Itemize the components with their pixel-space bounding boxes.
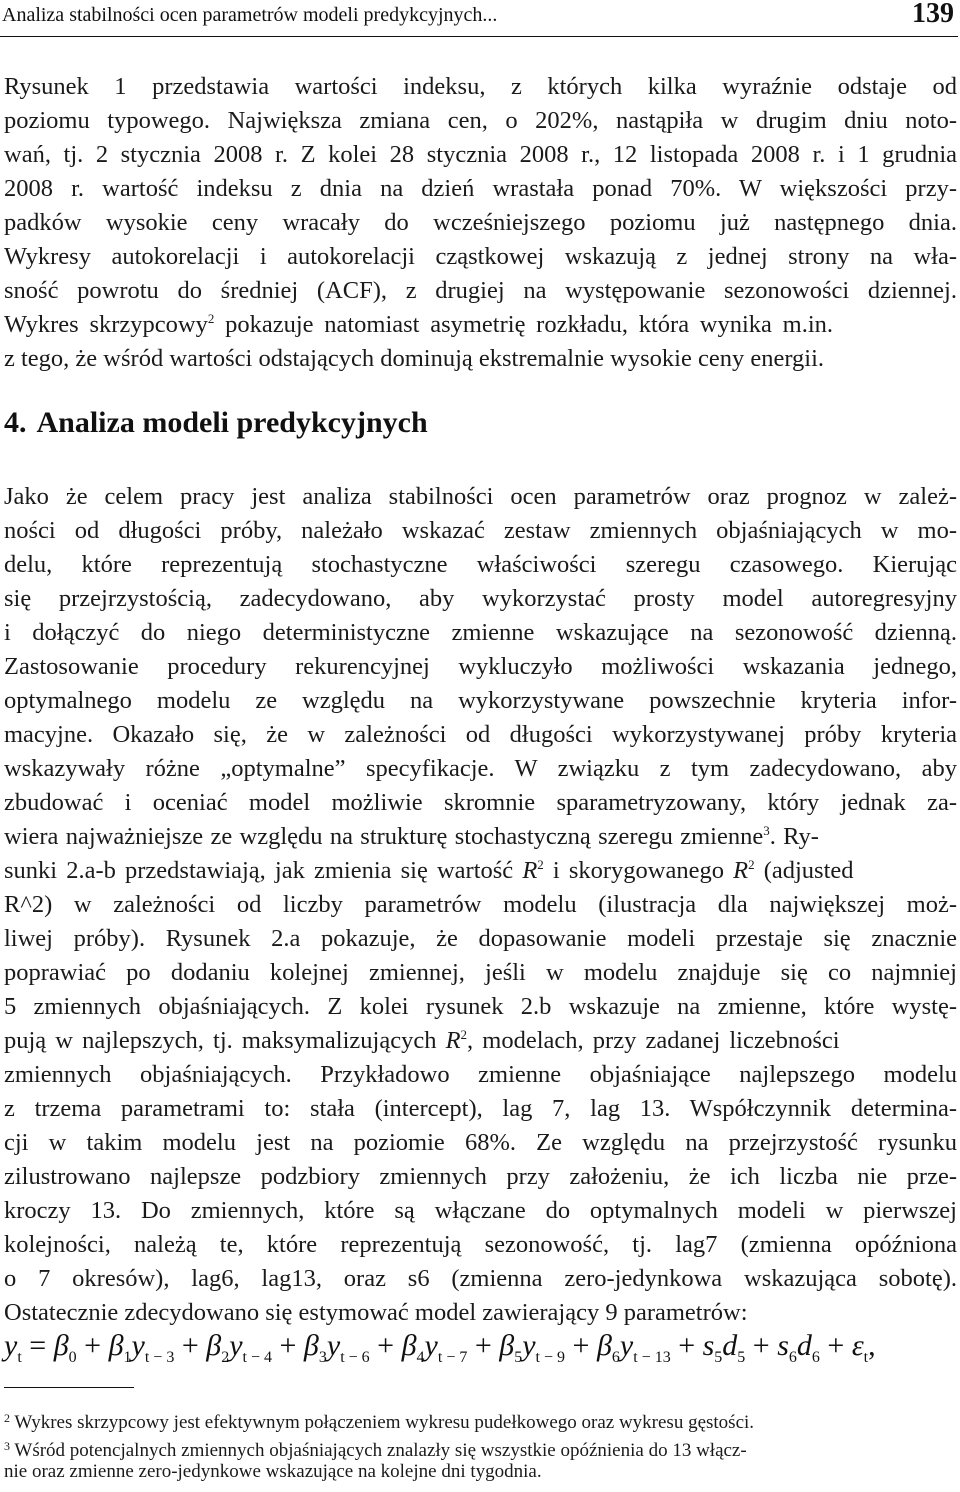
eq-op: +: [678, 1329, 696, 1362]
text-run: wiera najważniejsze ze względu na strukturę stochastyczną szeregu zmienne: [4, 823, 764, 850]
model-equation: [4, 1329, 934, 1373]
superscript: 2: [748, 857, 755, 872]
text-line: wskazywały różne „optymalne” specyfikacje. W związku z tym zadecydowano, aby: [4, 755, 957, 782]
text-line: delu, które reprezentują stochastyczne właściwości szeregu czasowego. Kierując: [4, 551, 957, 578]
text-line: R^2) w zależności od liczby parametrów modelu (ilustracja dla największej moż-: [4, 891, 957, 918]
eq-sub: t: [17, 1349, 22, 1366]
text-line: Jako że celem pracy jest analiza stabilności ocen parametrów oraz prognoz w zależ-: [4, 483, 957, 510]
eq-op: +: [279, 1329, 297, 1362]
eq-y: y: [522, 1329, 536, 1362]
text-line: wań, tj. 2 stycznia 2008 r. Z kolei 28 stycznia 2008 r., 12 listopada 2008 r. i 1 grudnia: [4, 141, 957, 168]
eq-sub: 4: [416, 1349, 425, 1366]
eq-op: +: [752, 1329, 770, 1362]
text-run: pują w najlepszych, tj. maksymalizujących: [4, 1027, 446, 1054]
section-title: Analiza modeli predykcyjnych: [36, 406, 428, 439]
eq-y: y: [229, 1329, 243, 1362]
eq-s: s: [702, 1329, 715, 1362]
text-line: Rysunek 1 przedstawia wartości indeksu, z których kilka wyraźnie odstaje od: [4, 73, 957, 100]
text-line: zmiennych objaśniających. Przykładowo zmienne objaśniające najlepszego modelu: [4, 1061, 957, 1088]
eq-beta: β: [401, 1329, 417, 1362]
text-line: ności od długości próby, należało wskazać zestaw zmiennych objaśniających w mo-: [4, 517, 957, 544]
math-var: R: [445, 1027, 461, 1054]
text-line: optymalnego modelu ze względu na wykorzystywane powszechnie kryteria infor-: [4, 687, 957, 714]
text-run: , modelach, przy zadanej liczebności: [467, 1027, 840, 1054]
footnote: [4, 1405, 957, 1431]
eq-sub: t − 6: [340, 1349, 370, 1366]
footnote-ref: 3: [763, 823, 770, 838]
eq-op: +: [84, 1329, 102, 1362]
eq-sub: t − 3: [144, 1349, 175, 1366]
eq-beta: β: [206, 1329, 222, 1362]
eq-op: +: [474, 1329, 492, 1362]
eq-y: y: [4, 1329, 18, 1362]
eq-op: +: [377, 1329, 395, 1362]
text-line: o 7 okresów), lag6, lag13, oraz s6 (zmienna zero-jedynkowa wskazująca sobotę).: [4, 1265, 957, 1292]
text-line: 2008 r. wartość indeksu z dnia na dzień wrastała ponad 70%. W większości przy-: [4, 175, 957, 202]
eq-sub: t − 4: [242, 1349, 272, 1366]
text-line: cji w takim modelu jest na poziomie 68%. Ze względu na przejrzystość rysunku: [4, 1129, 957, 1156]
footnote-text: Wśród potencjalnych zmiennych objaśniających znalazły się wszystkie opóźnienia do 13 włącz-: [10, 1440, 747, 1461]
footnote-mark: 3: [4, 1439, 10, 1453]
text-line: kolejności, należą te, które reprezentują sezonowość, tj. lag7 (zmienna opóźniona: [4, 1231, 957, 1258]
text-line: z trzema parametrami to: stała (intercept), lag 7, lag 13. Współczynnik determina-: [4, 1095, 957, 1122]
eq-beta: β: [596, 1329, 612, 1362]
superscript: 2: [460, 1027, 468, 1042]
text-line: zilustrowano najlepsze podzbiory zmiennych przy założeniu, że ich liczba nie prze-: [4, 1163, 957, 1190]
text-line: sność powrotu do średniej (ACF), z drugiej na występowanie sezonowości dziennej.: [4, 277, 957, 304]
eq-y: y: [131, 1329, 145, 1362]
text-line: Ostatecznie zdecydowano się estymować model zawierający 9 parametrów:: [4, 1299, 748, 1326]
eq-beta: β: [499, 1329, 515, 1362]
text-run: (adjusted: [754, 857, 854, 884]
eq-op: +: [181, 1329, 199, 1362]
text-line: kroczy 13. Do zmiennych, które są włączane do optymalnych modeli w pierwszej: [4, 1197, 957, 1224]
eq-sub: 3: [318, 1349, 327, 1366]
eq-sub: 1: [123, 1349, 132, 1366]
eq-sub: 6: [811, 1349, 820, 1366]
text-line: Wykresy autokorelacji i autokorelacji cząstkowej wskazują z jednej strony na wła-: [4, 243, 957, 270]
eq-s: s: [777, 1329, 789, 1362]
eq-y: y: [619, 1329, 634, 1362]
text-line: [4, 308, 957, 342]
text-line: poprawiać po dodaniu kolejnej zmiennej, jeśli w modelu znajduje się co najmniej: [4, 959, 957, 986]
eq-beta: β: [303, 1329, 319, 1362]
eq-sub: 6: [611, 1349, 620, 1366]
footnote-mark: 2: [4, 1411, 10, 1425]
text-line: [4, 854, 957, 888]
math-var: R: [522, 857, 538, 884]
eq-op: =: [29, 1329, 47, 1362]
text-line: się przejrzystością, zadecydowano, aby wykorzystać prosty model autoregresyjny: [4, 585, 957, 612]
text-line: i dołączyć do niego deterministyczne zmienne wskazujące na sezonowość dzienną.: [4, 619, 957, 646]
eq-comma: ,: [868, 1329, 876, 1362]
text-line: zbudować i oceniać model możliwie skromnie sparametryzowany, który jednak za-: [4, 789, 957, 816]
eq-y: y: [326, 1329, 341, 1362]
superscript: 2: [537, 857, 544, 872]
text-line: 5 zmiennych objaśniających. Z kolei rysunek 2.b wskazuje na zmienne, które wystę-: [4, 993, 957, 1020]
text-line: macyjne. Okazało się, że w zależności od długości wykorzystywanej próby kryteria: [4, 721, 957, 748]
eq-sub: t: [863, 1349, 869, 1366]
text-line: liwej próby). Rysunek 2.a pokazuje, że dopasowanie modeli przestaje się znacznie: [4, 925, 957, 952]
footnote-separator: [4, 1387, 134, 1388]
text-line: z tego, że wśród wartości odstających dominują ekstremalnie wysokie ceny energii.: [4, 345, 825, 372]
section-number: 4.: [4, 406, 27, 439]
eq-sub: t − 7: [437, 1349, 468, 1366]
eq-sub: 5: [514, 1349, 523, 1366]
text-run: pokazuje natomiast asymetrię rozkładu, która wynika m.in.: [214, 311, 834, 338]
footnote-text: Wykres skrzypcowy jest efektywnym połączeniem wykresu pudełkowego oraz wykresu gęstości.: [10, 1412, 755, 1433]
text-line: [4, 1024, 957, 1058]
section-heading: [4, 406, 438, 440]
math-var: R: [733, 857, 749, 884]
text-run: i skorygowanego: [543, 857, 734, 884]
text-line: Zastosowanie procedury rekurencyjnej wykluczyło możliwości wskazania jednego,: [4, 653, 957, 680]
eq-beta: β: [108, 1329, 124, 1362]
running-header: [0, 0, 958, 37]
eq-sub: 5: [737, 1349, 746, 1366]
eq-d: d: [796, 1329, 812, 1362]
eq-epsilon: ε: [851, 1329, 864, 1362]
footnote-continuation: nie oraz zmienne zero-jedynkowe wskazujące na kolejne dni tygodnia.: [4, 1461, 542, 1482]
eq-d: d: [722, 1329, 738, 1362]
text-run: sunki 2.a-b przedstawiają, jak zmienia się wartość: [4, 857, 523, 884]
footnote-ref: 2: [207, 311, 215, 326]
running-title: Analiza stabilności ocen parametrów modeli predykcyjnych...: [2, 4, 498, 26]
eq-sub: 6: [788, 1349, 797, 1366]
eq-beta: β: [53, 1329, 69, 1362]
eq-sub: 5: [714, 1349, 723, 1366]
text-line: [4, 820, 957, 854]
text-run: Wykres skrzypcowy: [4, 311, 208, 338]
eq-sub: t − 13: [633, 1349, 671, 1366]
eq-sub: 2: [221, 1349, 230, 1366]
eq-op: +: [572, 1329, 590, 1362]
eq-sub: 0: [68, 1349, 77, 1366]
text-run: . Ry-: [769, 823, 819, 850]
eq-op: +: [827, 1329, 845, 1362]
eq-y: y: [424, 1329, 438, 1362]
text-line: padków wysokie ceny wracały do wcześniejszego poziomu już następnego dnia.: [4, 209, 957, 236]
text-line: poziomu typowego. Największa zmiana cen, o 202%, nastąpiła w drugim dniu noto-: [4, 107, 957, 134]
page-number: 139: [912, 0, 954, 29]
eq-sub: t − 9: [535, 1349, 566, 1366]
footnote: [4, 1433, 957, 1459]
